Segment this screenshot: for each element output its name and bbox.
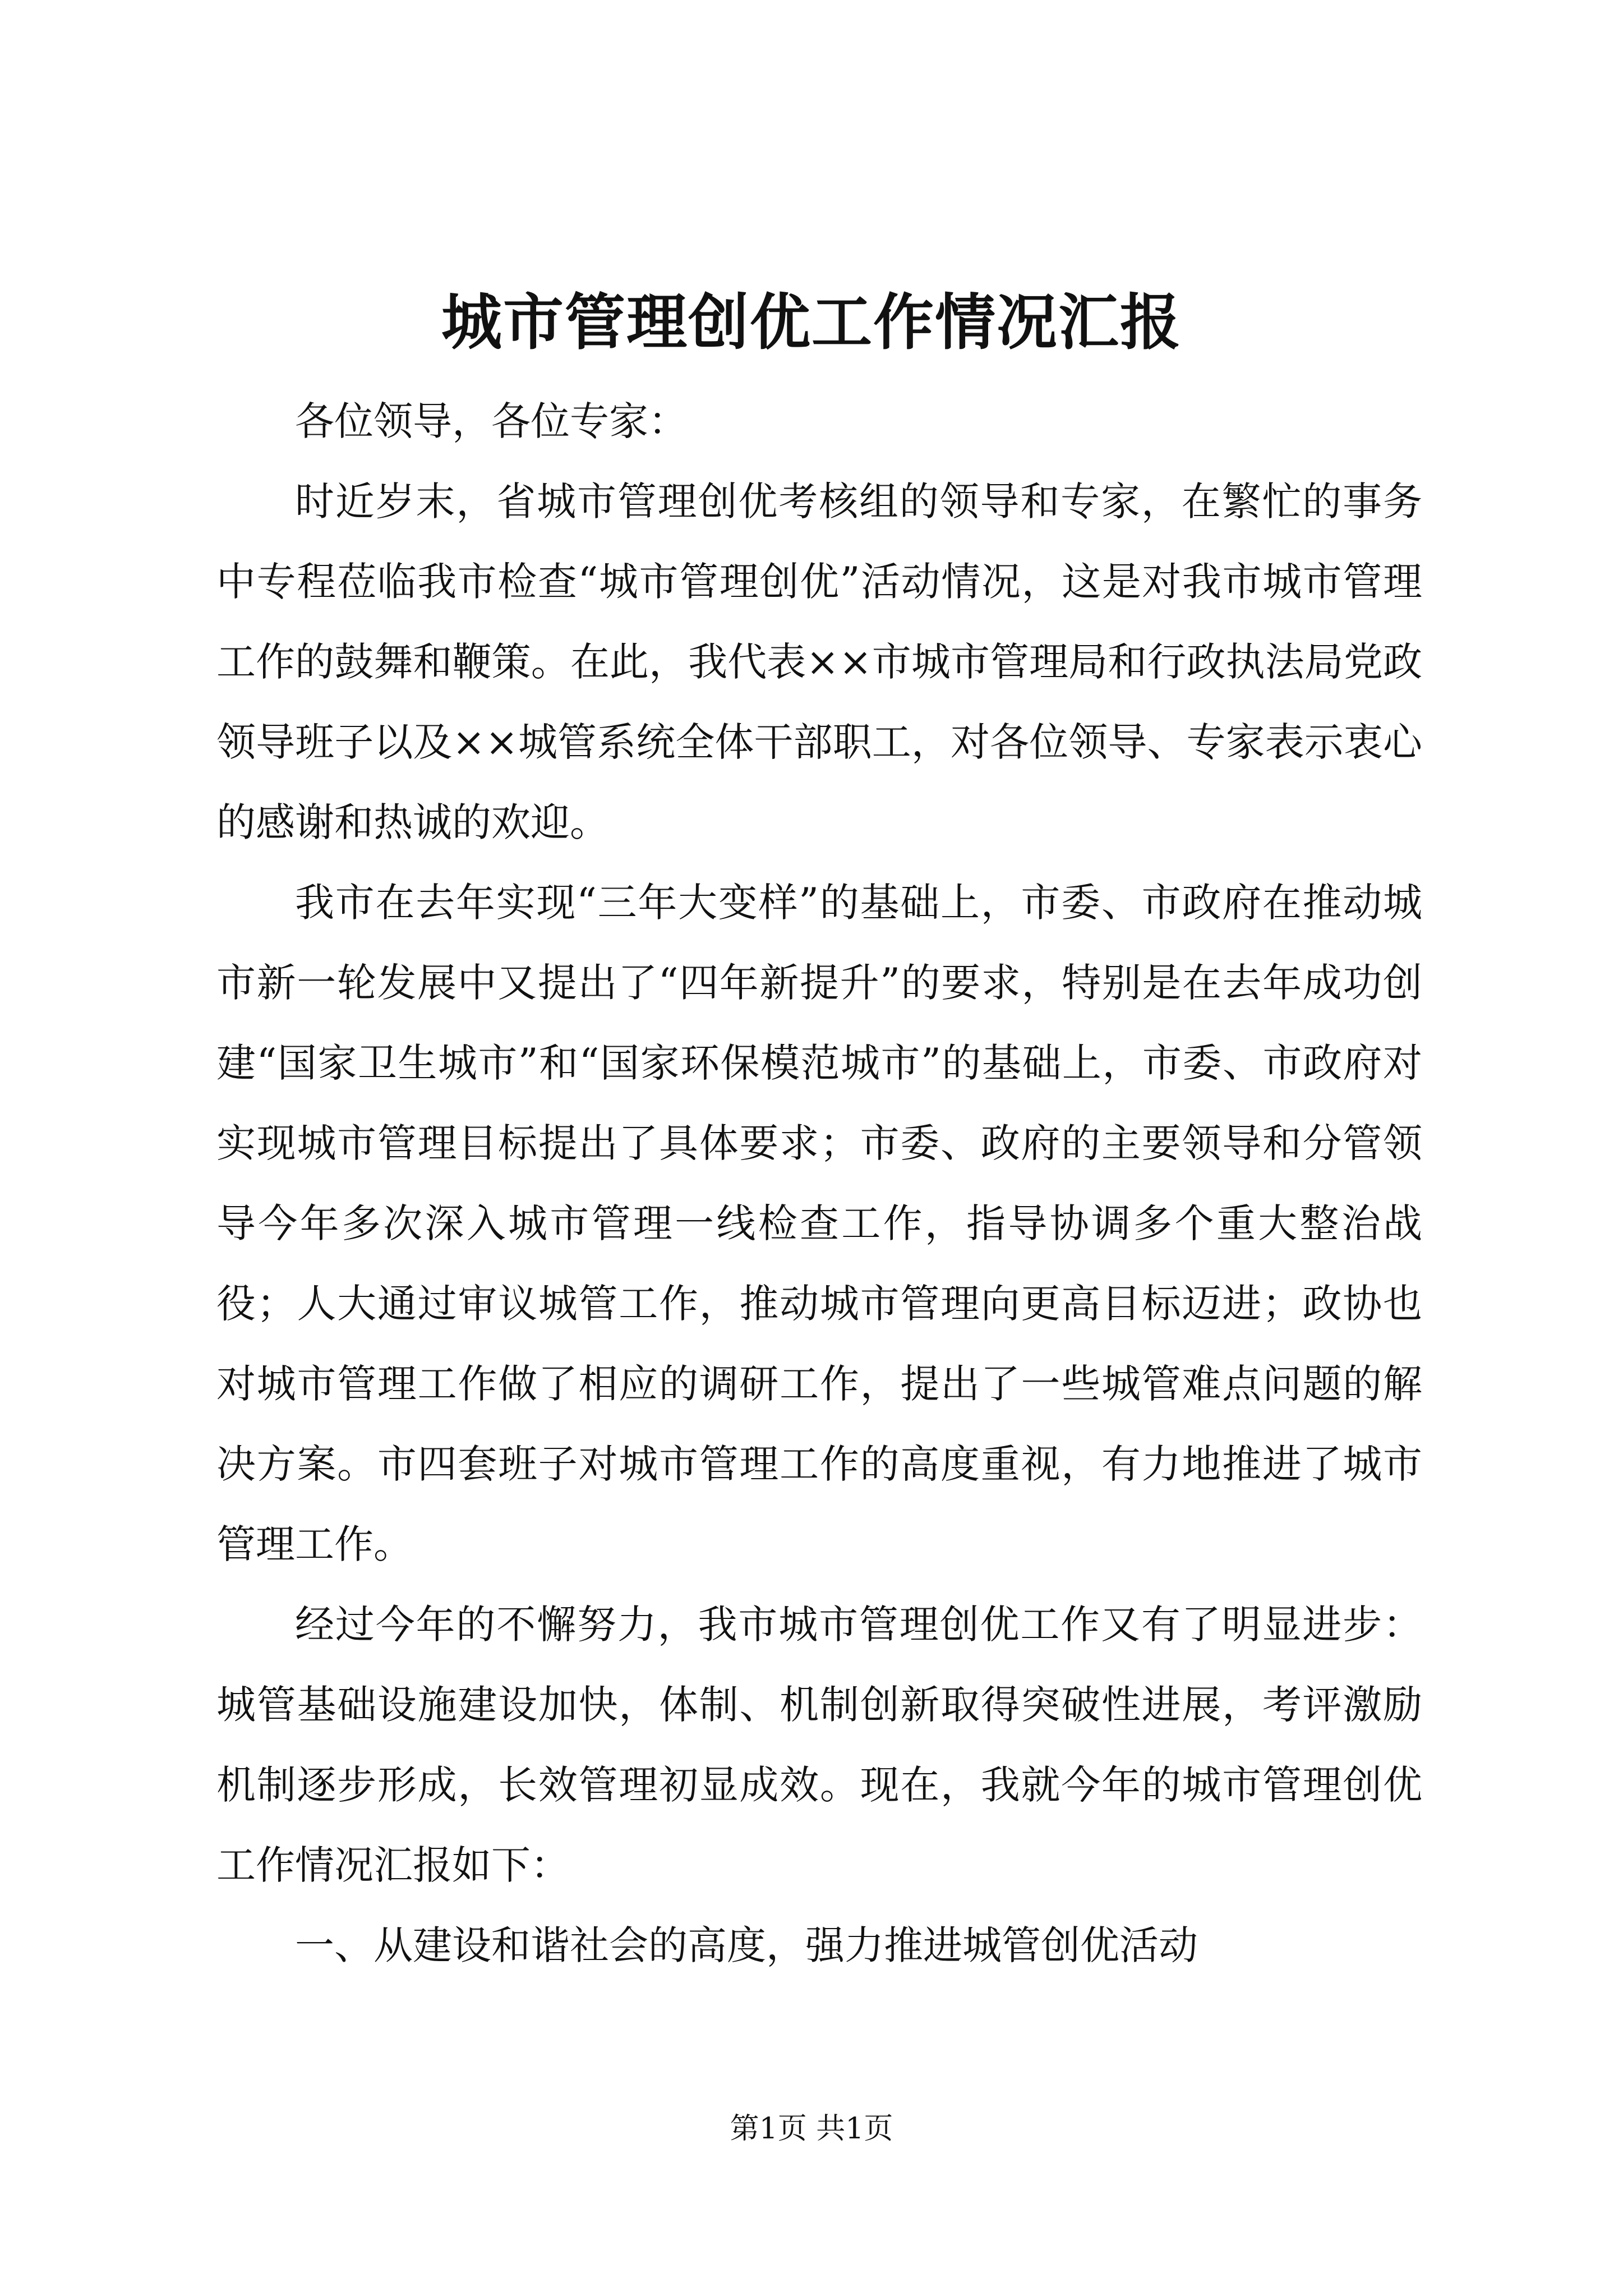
section-heading: 一、从建设和谐社会的高度，强力推进城管创优活动	[295, 1922, 1198, 1968]
document-title: 城市管理创优工作情况汇报	[441, 287, 1182, 358]
body-paragraph: 时近岁末，省城市管理创优考核组的领导和专家，在繁忙的事务中专程莅临我市检查“城市管理创优”活动情况，这是对我市城市管理工作的鼓舞和鞭策。在此，我代表××市城市管理局和行政执法局党政领导班子以及××城管系统全体干部职工，对各位领导、专家表示衷心的感谢和热诚的欢迎。	[216, 478, 1422, 845]
body-paragraph: 我市在去年实现“三年大变样”的基础上，市委、市政府在推动城市新一轮发展中又提出了“四年新提升”的要求，特别是在去年成功创建“国家卫生城市”和“国家环保模范城市”的基础上，市委、市政府对实现城市管理目标提出了具体要求；市委、政府的主要领导和分管领导今年多次深入城市管理一线检查工作，指导协调多个重大整治战役；人大通过审议城管工作，推动城市管理向更高目标迈进；政协也对城市管理工作做了相应的调研工作，提出了一些城管难点问题的解决方案。市四套班子对城市管理工作的高度重视，有力地推进了城市管理工作。	[216, 880, 1422, 1567]
salutation-paragraph: 各位领导，各位专家：	[295, 398, 688, 444]
body-paragraph: 经过今年的不懈努力，我市城市管理创优工作又有了明显进步：城管基础设施建设加快，体制、机制创新取得突破性进展，考评激励机制逐步形成，长效管理初显成效。现在，我就今年的城市管理创优工作情况汇报如下：	[216, 1602, 1422, 1888]
page-number-footer: 第1页 共1页	[730, 2112, 893, 2146]
document-body	[216, 381, 1422, 1986]
